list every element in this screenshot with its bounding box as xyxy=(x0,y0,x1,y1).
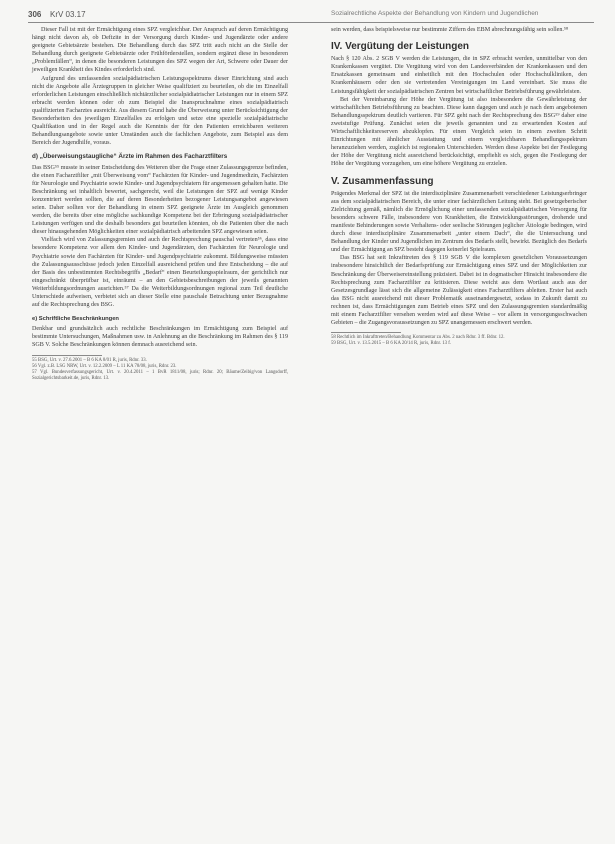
paragraph: Das BSG⁵⁵ musste in seiner Entscheidung des Weiteren über die Frage einer Zulassungsgrenze befinden, die einen Facharztfilter „mit Überweisung vom“ Fachärzten für Kinder- und Jugendmedizin, Fachärzten für Neurologie und Psychiatrie sowie Kinder- und Jugendpsychiatern für angemessen gehalten hatte. Die Beschränkung sei inhaltlich bewertet, sachgerecht, weil die Leistungen der SPZ auf wenige Kinder konzentriert werden sollten, die auf deren Besonderheiten bezogener Leistungsangebot angewiesen seien. Daher sollten vor der Behandlung in einem SPZ geeignete Ärzte im Ausgleich genommen werden, die bereits über eine mögliche sachkundige Kompetenz bei der Erbringung sozialpädiatrischer Leistungen verfügen und die deshalb besonders gut beurteilen könnten, ob die Patienten über die nach dieser hinausgehenden Möglichkeiten einer sozialpädiatrisch arbeitenden SPZ angewiesen seien. xyxy=(32,164,288,236)
footnote: 55 BSG, Urt. v. 27.6.2001 – B 6 KA 8/01 R, juris, Rdnr. 33. xyxy=(32,357,147,363)
journal-name: KrV 03.17 xyxy=(50,10,86,19)
paragraph: Nach § 120 Abs. 2 SGB V werden die Leistungen, die in SPZ erbracht werden, unmittelbar von den Krankenkassen vergütet. Die Vergütung wird von den Landesverbänden der Krankenkassen und den Ersatzkassen gemeinsam und einheitlich mit den Hochschulen oder Hochschulkliniken, den Krankenhäusern oder den sie vertretenden Vereinigungen im Land vereinbart. Sie muss die Leistungsfähigkeit der sozialpädiatrischen Zentren bei wirtschaftlicher Betriebsführung gewährleisten. xyxy=(331,56,587,95)
footnote-divider xyxy=(32,355,102,356)
footnotes xyxy=(32,358,288,382)
paragraph: Dieser Fall ist mit der Ermächtigung eines SPZ vergleichbar. Der Anspruch auf deren Ermächtigung hängt nicht davon ab, ob Defizite in der Versorgung durch Kinder- und Jugendärzte oder andere geeignete Gebietsärzte bestehen. Die Behandlung durch das SPZ tritt auch nicht an die Stelle der Behandlung durch geeignete Gebietsärzte oder Frühförderstellen, sondern ergänzt diese in besonderen „Problemfällen“, in denen die besonderen Leistungen des SPZ wegen der Art, Schwere oder Dauer der jeweiligen Krankheit des Kindes erforderlich sind. xyxy=(32,27,288,74)
paragraph: Denkbar und grundsätzlich auch rechtliche Beschränkungen im Ermächtigung zum Beispiel auf bestimmte Untersuchungen, Maßnahmen usw. in Anlehnung an die Beschränkung im Rahmen des § 119 SGB V. Solche Beschränkungen können demnach ausreichend sein. xyxy=(32,326,288,349)
paragraph: sein werden, dass beispielsweise nur bestimmte Ziffern des EBM abrechnungsfähig sein sollen.⁵⁸ xyxy=(331,27,569,33)
page-number: 306 xyxy=(28,10,42,19)
paragraph: Bei der Vereinbarung der Höhe der Vergütung ist also insbesondere die Gewährleistung der wirtschaftlichen Betriebsführung zu beachten. Diese kann dagegen und auch je nach dem angebotenen Behandlungsspektrum deutlich variieren. Für SPZ geht nach der Rechtsprechung des BSG⁵⁹ daher eine zweistufige Prüfung. Zunächst seien die jeweils genannten und zu erwartenden Kosten auf Wirtschaftlichkeitsreserven abzuklopfen. Für einen Vergleich seien in einem zweiten Schritt Einrichtungen mit ähnlicher Ausstattung und einem vergleichbaren Behandlungsspektrum heranzuziehen werden, zugleich ist regionalen Unterschieden. Werden diese Aspekte bei der Festlegung der Höhe der Vergütung nicht ausreichend berücksichtigt, empfiehlt es sich, gegen die Festlegung der Höhe der Vergütung vorzugehen, um eine höhere Vergütung zu erzielen. xyxy=(331,96,587,168)
section-heading-iv: IV. Vergütung der Leistungen xyxy=(331,41,469,53)
footnote: 59 BSG, Urt. v. 13.5.2015 – B 6 KA 20/14 R, juris, Rdnr. 13 f. xyxy=(331,341,452,347)
subheading-d: d) „Überweisungstaugliche“ Ärzte im Rahmen des Facharztfilters xyxy=(32,153,228,161)
footnotes xyxy=(331,335,587,347)
paragraph: Aufgrund des umfassenden sozialpädiatrischen Leistungsspektrums dieser Einrichtung sind auch nicht die Angebote alle Ärztegruppen in gleicher Weise qualifiziert zu beurteilen, ob die im Einzelfall erforderlichen Leistungen einschließlich nichtärztlicher sozialpädiatrischer Leistungen nur in einem SPZ erbracht werden können oder ob zum Beispiel die Inanspruchnahme eines sozialpädiatrisch qualifizierten Facharztes ausreicht. Aus diesem Grund habe die Überweisung unter Berücksichtigung der Besonderheiten des jeweiligen Einzelfalles zu erfolgen und setze eine spezielle sozialpädiatrische Qualifikation und in der Regel auch die Kenntnis der für den Patienten erreichbaren weiteren Behandlungsangebote sowie unter Umständen auch die fachlichen Angebote, zum Beispiel aus dem Bereich der Jugendhilfe, voraus. xyxy=(32,75,288,147)
left-column xyxy=(32,26,288,382)
footnote: 58 Rechtlich im Inkrafttreten/Behandlung Kommentar zu Abs. 2 nach Rdnr. 3 ff. Bdnr. 12. xyxy=(331,335,505,341)
right-column xyxy=(331,26,587,347)
paragraph: Prägendes Merkmal der SPZ ist die interdisziplinäre Zusammenarbeit verschiedener Leistungserbringer aus dem sozialpädiatrischen Bereich, die unter einer fachärztlichen Leitung steht. Bei gesetzgeberischer Zielrichtung gemäß, nämlich die Ermöglichung einer umfassenden sozialpädiatrischen Versorgung für besonders schwere Fälle, insbesondere von Krankheiten, die Entwicklungsstörungen, drohende und manifeste Behinderungen sowie Verhaltens- oder seelische Störungen jeglicher Ätiologie bedingen, wird durch diese interdisziplinäre Zusammenarbeit „unter einem Dach“, die die Untersuchung und Behandlung der Kinder und Jugendlichen im Zentrum des Bedarfs stellt, bewirkt. Bezüglich des Bedarfs und der Ermächtigung an SPZ besteht dagegen keinerlei Spielraum. xyxy=(331,190,587,254)
subheading-e: e) Schriftliche Beschränkungen xyxy=(32,316,119,323)
paragraph: Vielfach wird von Zulassungsgremien und auch der Rechtsprechung pauschal vertreten⁵⁶, dass eine besondere Kompetenz vor allem den Kinder- und Jugendärzten, den Fachärzten für Neurologie und Psychiatrie sowie den Fachärzten für Kinder- und Jugendpsychiatrie zukommt. Bildungsweise müssten die Zulassungsausschüsse jedoch jeden Einzelfall ausreichend prüfen und ihre Entscheidung – die auf der Basis des unbestimmten Rechtsbegriffs „Bedarf“ einen Beurteilungsspielraum, der gerichtlich nur eingeschränkt überprüfbar ist, einräumt – an den Gebietsbeschreibungen der jeweils genannten Weiterbildungsordnungen ausrichten.⁵⁷ Da die Weiterbildungsordnungen regional zum Teil deutliche Unterschiede aufweisen, verbietet sich an dieser Stelle eine pauschale Betrachtung unter Bezugnahme auf die Rechtsprechung des BSG. xyxy=(32,237,288,309)
running-section-title: Sozialrechtliche Aspekte der Behandlung von Kindern und Jugendlichen xyxy=(331,10,539,17)
footnote: 56 Vgl. z.B. LSG NRW, Urt. v. 12.2.2009 – L 11 KA 78/08, juris, Rdnr. 23. xyxy=(32,363,177,369)
running-header xyxy=(28,8,594,23)
section-heading-v: V. Zusammenfassung xyxy=(331,175,434,187)
paragraph: Das BSG hat seit Inkrafttreten des § 119 SGB V die komplexen gesetzlichen Voraussetzungen insbesondere hinsichtlich der Bedarfsprüfung zur Ermächtigung eines SPZ und der Möglichkeiten zur Beschränkung der Überweisereinstellung präzisiert. Dabei ist in dogmatischer Hinsicht insbesondere die Rechtsprechung zum Facharztfilter zu kritisieren. Diese weicht aus dem Wortlaut auch aus der Gesetzesgrundlage lässt sich die allgemeine Zulässigkeit eines Facharztfilters ableiten. Erster hat auch das BSG nicht ausreichend mit dieser Problematik auseinandergesetzt, sodass in Zukunft damit zu rechnen ist, dass Ermächtigungen zum Betrieb eines SPZ und den Zulassungsgremien standardmäßig mit einem Facharztfilter versehen werden wird auf diese Weise – vor allem in versorgungsschwachen Gebieten – die Zugangsvoraussetzungen zu SPZ unangemessen erschwert werden. xyxy=(331,255,587,327)
footnote-divider xyxy=(331,332,401,333)
footnote: 57 Vgl. Bundesverfassungsgericht, Urt. v. 20.4.2011 – 1 BvR 1811/08, juris; Rdnr. 20; Bäume/Zeibig/von Langsdorff, Sozialgerichtsbarkeit.de, juris, Rdnr. 13. xyxy=(32,369,288,381)
